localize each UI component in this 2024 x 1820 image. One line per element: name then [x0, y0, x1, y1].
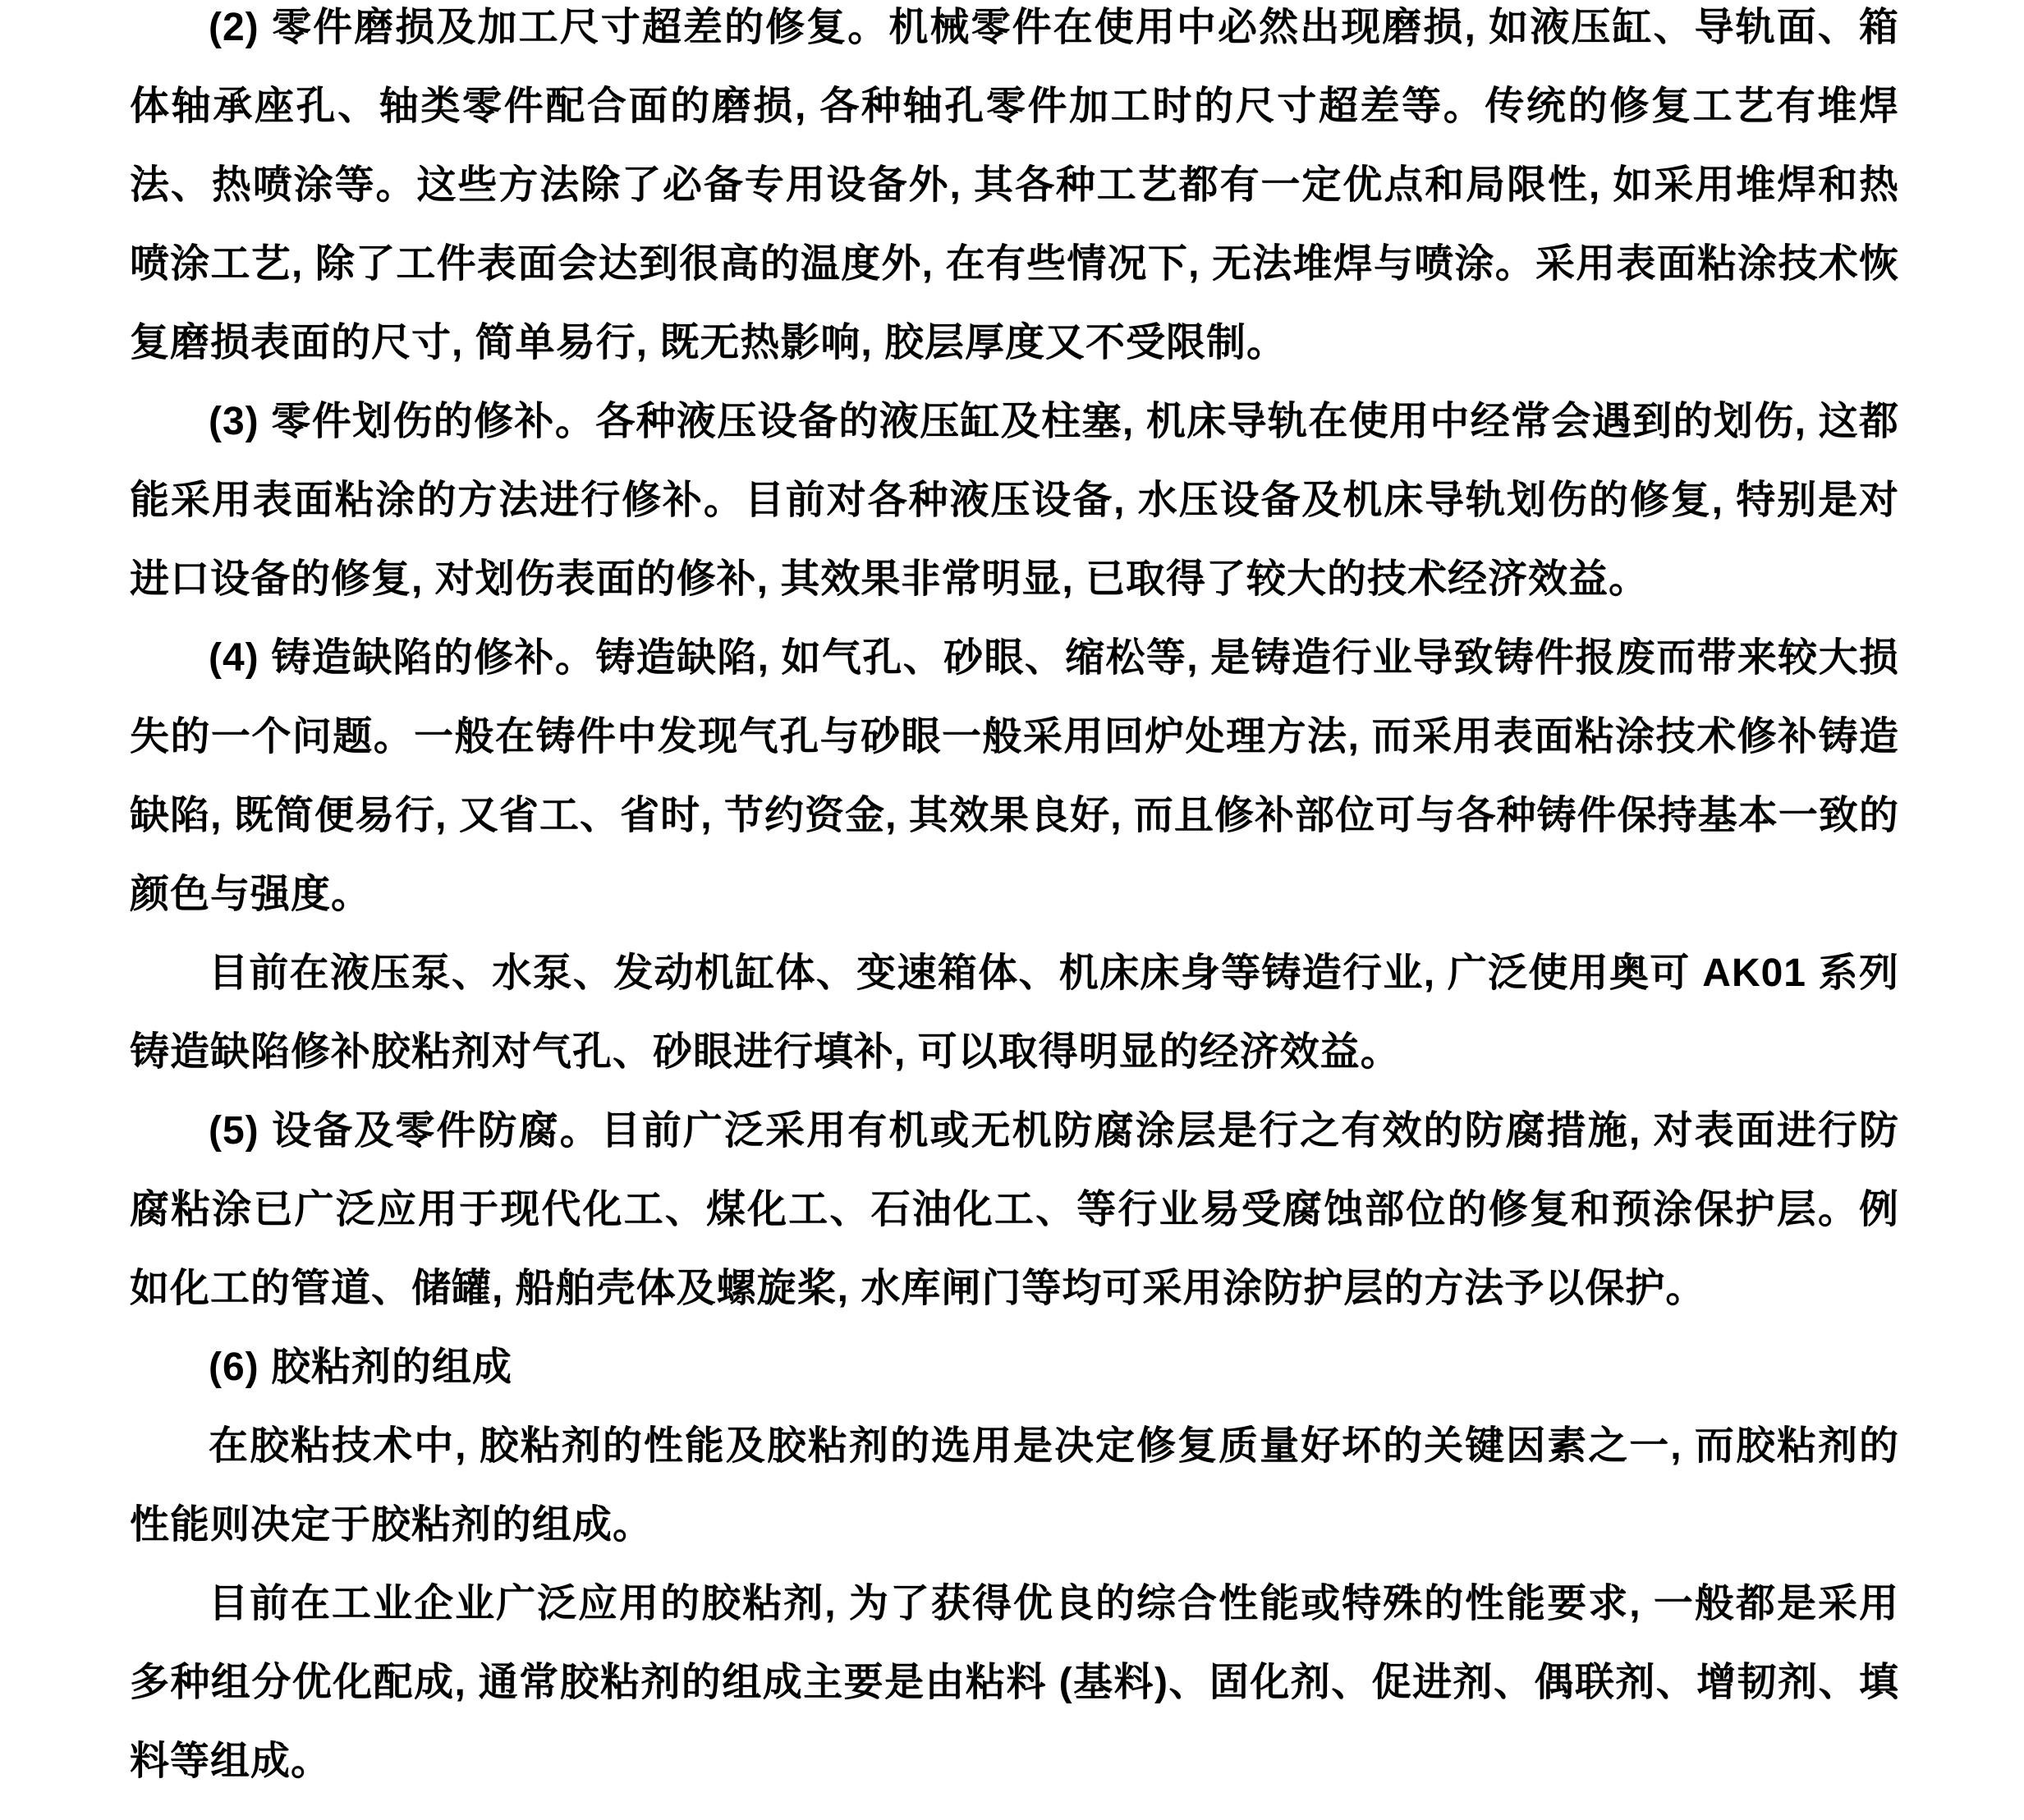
para-5-anticorrosion: (5) 设备及零件防腐。目前广泛采用有机或无机防腐涂层是行之有效的防腐措施, 对表面进行防腐粘涂已广泛应用于现代化工、煤化工、石油化工、等行业易受腐蚀部位的修复和预涂保护层。例如化工的管道、储罐, 船舶壳体及螺旋桨, 水库闸门等均可采用涂防护层的方法予以保护。 — [130, 1109, 1899, 1310]
para-3-scratch-repair: (3) 零件划伤的修补。各种液压设备的液压缸及柱塞, 机床导轨在使用中经常会遇到的划伤, 这都能采用表面粘涂的方法进行修补。目前对各种液压设备, 水压设备及机床导轨划伤的修复, 特别是对进口设备的修复, 对划伤表面的修补, 其效果非常明显, 已取得了较大的技术经济效益。 — [130, 400, 1899, 601]
document-body — [130, 0, 1899, 1801]
para-6-adhesive-composition-heading: (6) 胶粘剂的组成 — [209, 1346, 513, 1389]
para-adhesive-performance: 在胶粘技术中, 胶粘剂的性能及胶粘剂的选用是决定修复质量好坏的关键因素之一, 而胶粘剂的性能则决定于胶粘剂的组成。 — [130, 1424, 1899, 1547]
para-ak01-series: 目前在液压泵、水泵、发动机缸体、变速箱体、机床床身等铸造行业, 广泛使用奥可 AK01 系列铸造缺陷修补胶粘剂对气孔、砂眼进行填补, 可以取得明显的经济效益。 — [130, 951, 1899, 1074]
para-adhesive-components: 目前在工业企业广泛应用的胶粘剂, 为了获得优良的综合性能或特殊的性能要求, 一般都是采用多种组分优化配成, 通常胶粘剂的组成主要是由粘料 (基料)、固化剂、促进剂、偶联剂、增韧剂、填料等组成。 — [130, 1582, 1899, 1783]
para-2-wear-repair: (2) 零件磨损及加工尺寸超差的修复。机械零件在使用中必然出现磨损, 如液压缸、导轨面、箱体轴承座孔、轴类零件配合面的磨损, 各种轴孔零件加工时的尺寸超差等。传统的修复工艺有堆焊法、热喷涂等。这些方法除了必备专用设备外, 其各种工艺都有一定优点和局限性, 如采用堆焊和热喷涂工艺, 除了工件表面会达到很高的温度外, 在有些情况下, 无法堆焊与喷涂。采用表面粘涂技术恢复磨损表面的尺寸, 简单易行, 既无热影响, 胶层厚度又不受限制。 — [130, 6, 1899, 364]
para-4-casting-defect-repair: (4) 铸造缺陷的修补。铸造缺陷, 如气孔、砂眼、缩松等, 是铸造行业导致铸件报废而带来较大损失的一个问题。一般在铸件中发现气孔与砂眼一般采用回炉处理方法, 而采用表面粘涂技术修补铸造缺陷, 既简便易行, 又省工、省时, 节约资金, 其效果良好, 而且修补部位可与各种铸件保持基本一致的颜色与强度。 — [130, 636, 1899, 916]
